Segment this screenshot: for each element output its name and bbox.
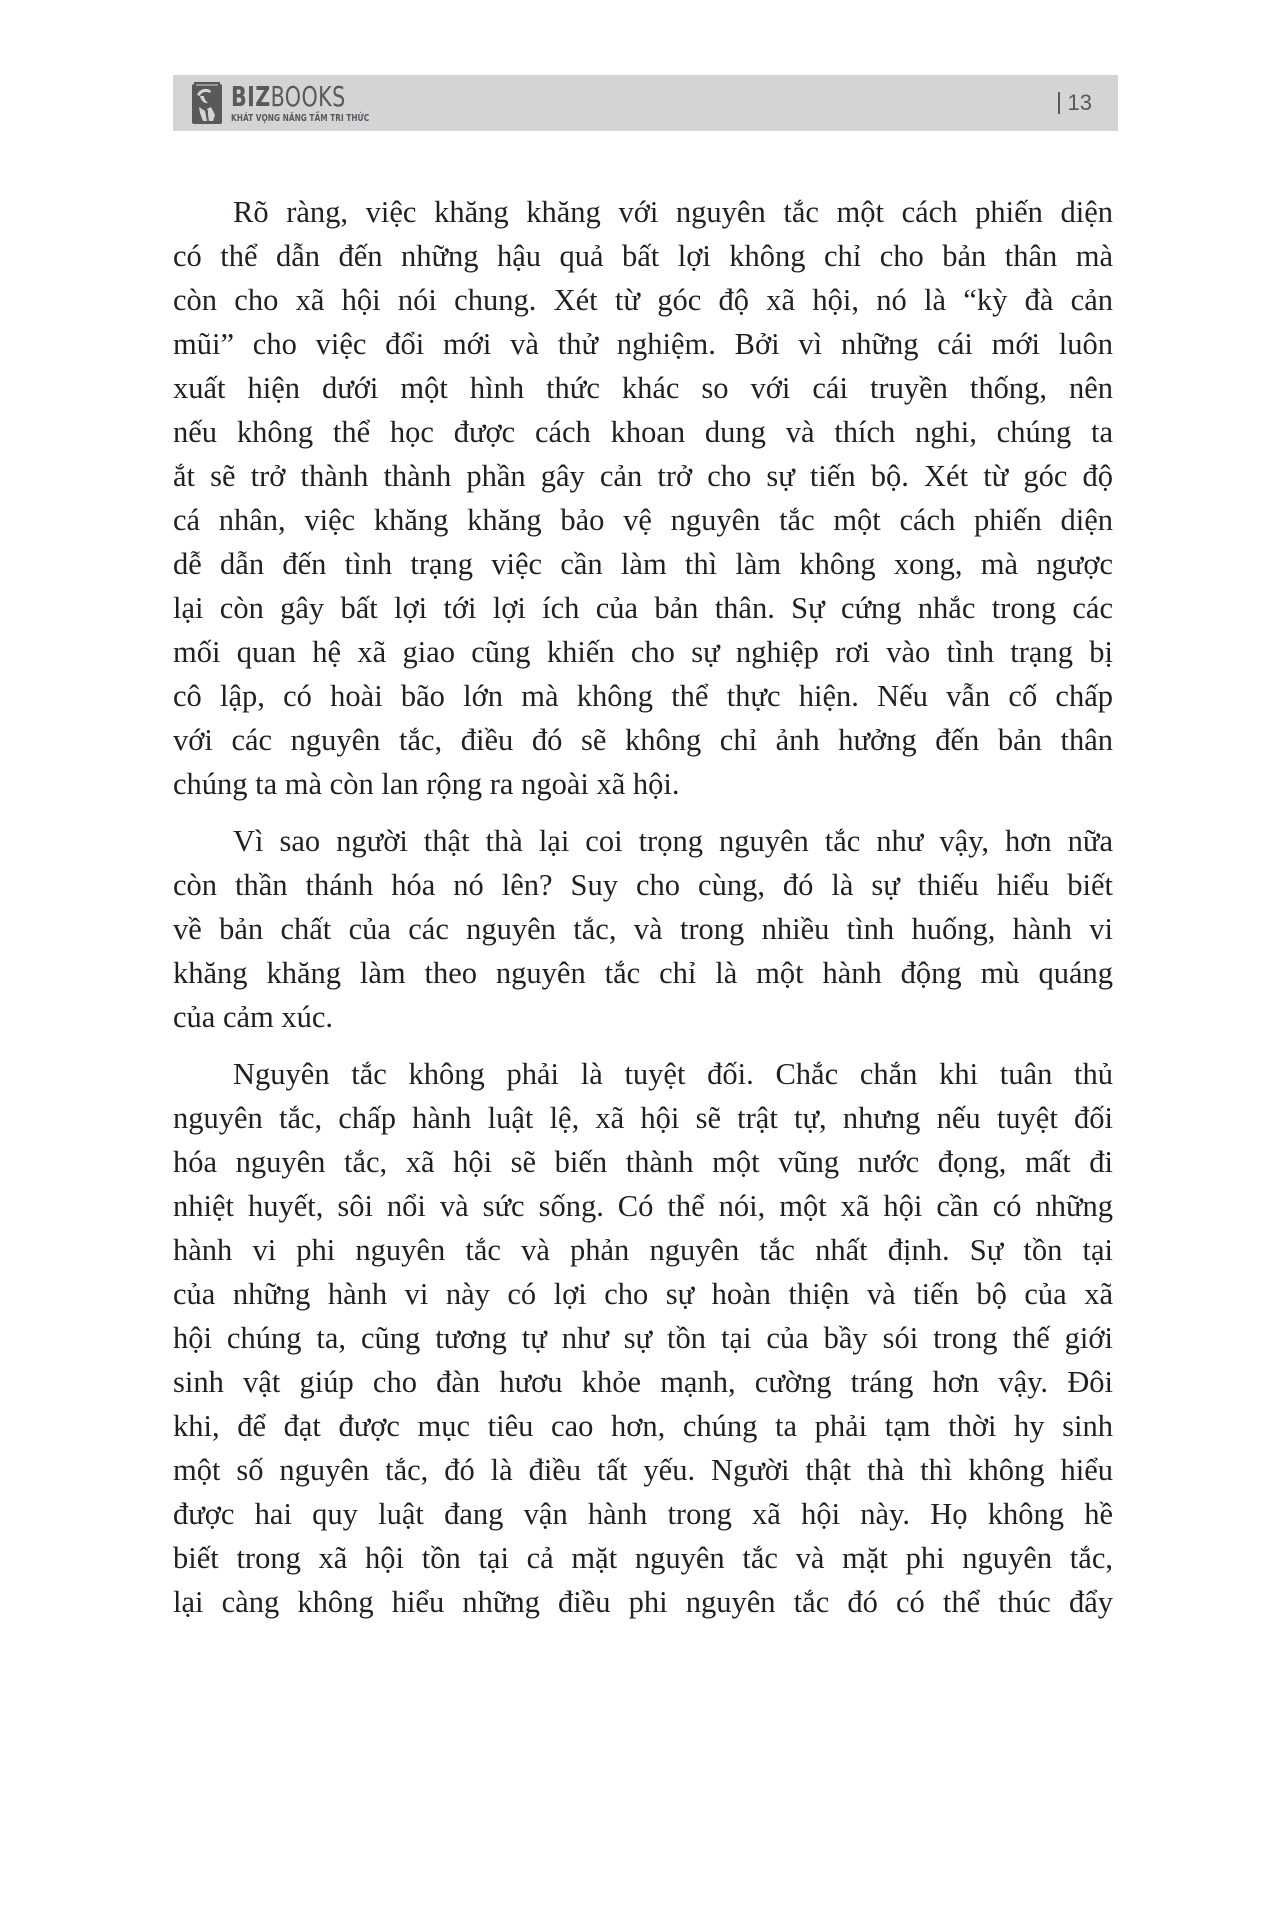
text-line: khăng khăng làm theo nguyên tắc chỉ là một hành động mù quáng [173,956,1113,990]
text-line: ắt sẽ trở thành thành phần gây cản trở cho sự tiến bộ. Xét từ góc độ [173,459,1113,493]
text-line: nếu không thể học được cách khoan dung và thích nghi, chúng ta [173,415,1113,449]
publisher-logo [191,81,408,125]
running-header [173,75,1118,131]
text-line: lại càng không hiểu những điều phi nguyên tắc đó có thể thúc đẩy [173,1585,1113,1619]
text-line: sinh vật giúp cho đàn hươu khỏe mạnh, cường tráng hơn vậy. Đôi [173,1365,1113,1399]
text-line: mũi” cho việc đổi mới và thử nghiệm. Bởi vì những cái mới luôn [173,327,1113,361]
text-line: cô lập, có hoài bão lớn mà không thể thực hiện. Nếu vẫn cố chấp [173,679,1113,713]
text-line: lại còn gây bất lợi tới lợi ích của bản thân. Sự cứng nhắc trong các [173,591,1113,625]
brand-name-bold: BIZ [231,80,271,113]
paragraph-1 [173,190,1113,806]
body-text [173,190,1113,1637]
text-line: nhiệt huyết, sôi nổi và sức sống. Có thể nói, một xã hội cần có những [173,1189,1113,1223]
page-number-divider [1058,92,1060,114]
text-line: được hai quy luật đang vận hành trong xã hội này. Họ không hề [173,1497,1113,1531]
paragraph-2 [173,819,1113,1039]
text-line: hành vi phi nguyên tắc và phản nguyên tắc nhất định. Sự tồn tại [173,1233,1113,1267]
text-line: khi, để đạt được mục tiêu cao hơn, chúng ta phải tạm thời hy sinh [173,1409,1113,1443]
text-line: nguyên tắc, chấp hành luật lệ, xã hội sẽ trật tự, nhưng nếu tuyệt đối [173,1101,1113,1135]
text-line: cá nhân, việc khăng khăng bảo vệ nguyên tắc một cách phiến diện [173,503,1113,537]
text-line: có thể dẫn đến những hậu quả bất lợi không chỉ cho bản thân mà [173,239,1113,273]
text-line: của cảm xúc. [173,1000,334,1034]
text-line: Rõ ràng, việc khăng khăng với nguyên tắc một cách phiến diện [233,195,1113,229]
page-number [1058,90,1092,116]
text-line: còn thần thánh hóa nó lên? Suy cho cùng, đó là sự thiếu hiểu biết [173,868,1113,902]
book-man-portrait-icon [191,81,223,125]
text-line: hóa nguyên tắc, xã hội sẽ biến thành một vũng nước đọng, mất đi [173,1145,1113,1179]
brand-tagline: KHÁT VỌNG NÂNG TẦM TRI THỨC [231,113,370,124]
text-line: về bản chất của các nguyên tắc, và trong nhiều tình huống, hành vi [173,912,1113,946]
text-line: của những hành vi này có lợi cho sự hoàn thiện và tiến bộ của xã [173,1277,1113,1311]
brand-name [231,82,376,112]
page-number-value: 13 [1067,90,1092,115]
text-line: hội chúng ta, cũng tương tự như sự tồn tại của bầy sói trong thế giới [173,1321,1113,1355]
text-line: Nguyên tắc không phải là tuyệt đối. Chắc chắn khi tuân thủ [233,1057,1113,1091]
paragraph-3 [173,1052,1113,1624]
text-line: một số nguyên tắc, đó là điều tất yếu. Người thật thà thì không hiểu [173,1453,1113,1487]
text-line: với các nguyên tắc, điều đó sẽ không chỉ ảnh hưởng đến bản thân [173,723,1113,757]
text-line: biết trong xã hội tồn tại cả mặt nguyên tắc và mặt phi nguyên tắc, [173,1541,1113,1575]
text-line: chúng ta mà còn lan rộng ra ngoài xã hội. [173,767,680,801]
text-line: mối quan hệ xã giao cũng khiến cho sự nghiệp rơi vào tình trạng bị [173,635,1113,669]
text-line: dễ dẫn đến tình trạng việc cần làm thì làm không xong, mà ngược [173,547,1113,581]
text-line: xuất hiện dưới một hình thức khác so với cái truyền thống, nên [173,371,1113,405]
text-line: Vì sao người thật thà lại coi trọng nguyên tắc như vậy, hơn nữa [233,824,1113,858]
brand-name-regular: BOOKS [270,80,346,113]
text-line: còn cho xã hội nói chung. Xét từ góc độ xã hội, nó là “kỳ đà cản [173,283,1113,317]
